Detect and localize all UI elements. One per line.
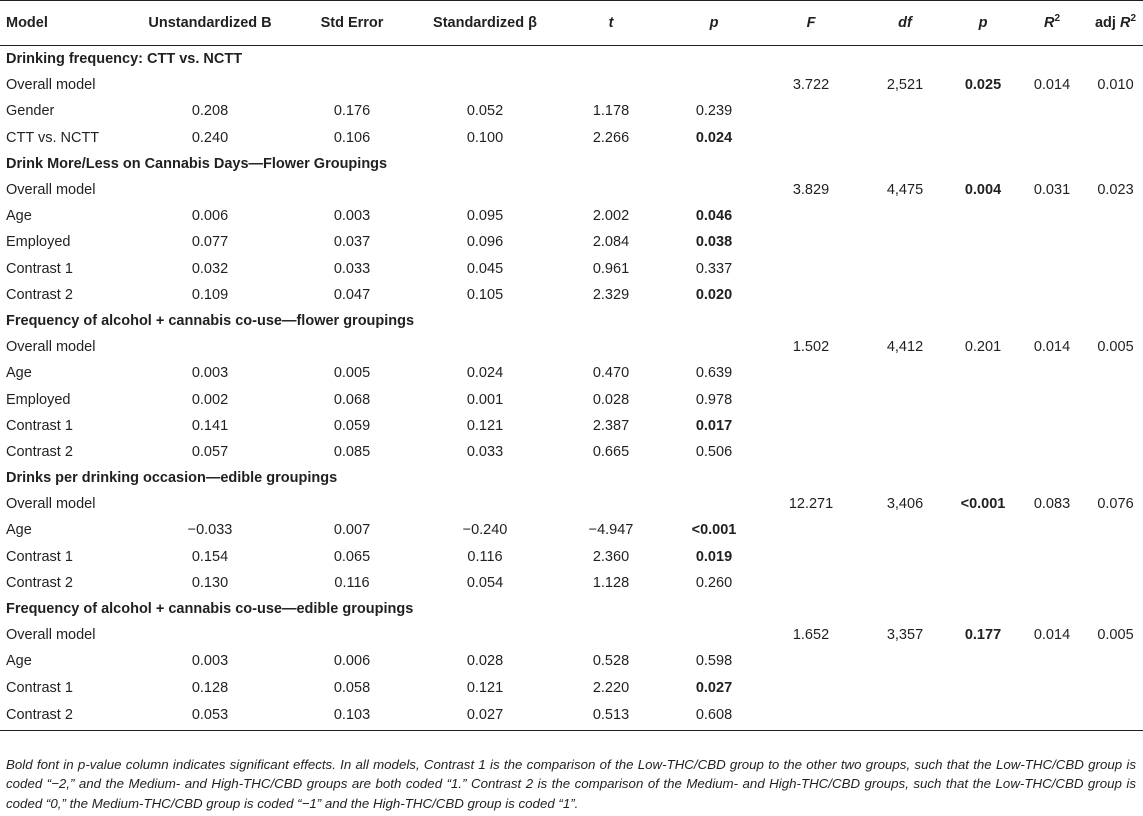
p-value: 0.337 bbox=[695, 260, 733, 277]
empty-cell bbox=[1088, 125, 1143, 151]
empty-cell bbox=[290, 334, 414, 360]
header-t: t bbox=[556, 1, 666, 46]
empty-cell bbox=[1016, 701, 1088, 731]
empty-cell bbox=[130, 622, 290, 648]
table-row bbox=[0, 648, 1143, 674]
t-value: 0.528 bbox=[592, 653, 630, 670]
row-label: Overall model bbox=[6, 496, 96, 513]
section-title: Drinks per drinking occasion—edible groupings bbox=[6, 470, 338, 487]
empty-cell bbox=[666, 491, 762, 517]
table-row bbox=[0, 517, 1143, 543]
t-value: 0.470 bbox=[592, 365, 630, 382]
t-value: 0.028 bbox=[592, 391, 630, 408]
empty-cell bbox=[556, 622, 666, 648]
adj-r2-value: 0.005 bbox=[1097, 627, 1134, 644]
empty-cell bbox=[666, 334, 762, 360]
empty-cell bbox=[860, 360, 950, 386]
unstd-b-value: 0.006 bbox=[191, 208, 229, 225]
model-p-value: 0.177 bbox=[964, 627, 1002, 644]
unstd-b-value: 0.053 bbox=[130, 701, 290, 731]
row-label: Contrast 2 bbox=[6, 443, 73, 460]
unstd-b-value: 0.032 bbox=[191, 260, 229, 277]
p-value: <0.001 bbox=[691, 522, 737, 539]
empty-cell bbox=[1016, 544, 1088, 570]
empty-cell bbox=[762, 439, 860, 465]
df-value: 2,521 bbox=[886, 77, 924, 94]
df-value: 3,357 bbox=[886, 627, 924, 644]
std-error-value: 0.007 bbox=[333, 522, 371, 539]
adj-r2-value: 0.076 bbox=[1097, 496, 1134, 513]
unstd-b-value: 0.154 bbox=[191, 548, 229, 565]
empty-cell bbox=[762, 98, 860, 124]
empty-cell bbox=[762, 675, 860, 701]
empty-cell bbox=[860, 282, 950, 308]
unstd-b-value: 0.141 bbox=[191, 417, 229, 434]
row-label: Contrast 2 bbox=[0, 701, 130, 731]
table-row bbox=[0, 360, 1143, 386]
row-label: Overall model bbox=[6, 627, 96, 644]
p-value: 0.038 bbox=[695, 234, 733, 251]
table-row bbox=[0, 413, 1143, 439]
unstd-b-value: 0.109 bbox=[191, 286, 229, 303]
df-value: 4,475 bbox=[886, 182, 924, 199]
r2-value: 0.014 bbox=[1033, 627, 1071, 644]
empty-cell bbox=[290, 72, 414, 98]
empty-cell bbox=[290, 622, 414, 648]
header-p2: p bbox=[950, 1, 1016, 46]
t-value: 2.084 bbox=[592, 234, 630, 251]
empty-cell bbox=[556, 491, 666, 517]
row-label: Contrast 2 bbox=[6, 574, 73, 591]
empty-cell bbox=[1016, 282, 1088, 308]
empty-cell bbox=[1088, 256, 1143, 282]
empty-cell bbox=[950, 675, 1016, 701]
empty-cell bbox=[860, 648, 950, 674]
header-unstd-b: Unstandardized B bbox=[130, 1, 290, 46]
empty-cell bbox=[762, 282, 860, 308]
std-beta-value: 0.045 bbox=[466, 260, 504, 277]
empty-cell bbox=[1088, 203, 1143, 229]
std-error-value: 0.116 bbox=[334, 574, 370, 591]
empty-cell bbox=[1088, 544, 1143, 570]
std-beta-value: 0.116 bbox=[467, 548, 503, 565]
t-value: 2.360 bbox=[592, 548, 630, 565]
f-value: 1.502 bbox=[792, 339, 830, 356]
empty-cell bbox=[1016, 256, 1088, 282]
std-error-value: 0.106 bbox=[333, 129, 371, 146]
empty-cell bbox=[130, 177, 290, 203]
empty-cell bbox=[414, 177, 556, 203]
empty-cell bbox=[950, 98, 1016, 124]
empty-cell bbox=[860, 675, 950, 701]
section-title: Drink More/Less on Cannabis Days—Flower Groupings bbox=[6, 155, 388, 172]
empty-cell bbox=[950, 125, 1016, 151]
std-beta-value: 0.096 bbox=[466, 234, 504, 251]
row-label: Age bbox=[6, 208, 32, 225]
empty-cell bbox=[950, 413, 1016, 439]
table-row bbox=[0, 570, 1143, 596]
empty-cell bbox=[950, 360, 1016, 386]
overall-model-row bbox=[0, 177, 1143, 203]
empty-cell bbox=[1016, 570, 1088, 596]
empty-cell bbox=[1088, 570, 1143, 596]
empty-cell bbox=[1088, 386, 1143, 412]
row-label: Age bbox=[6, 653, 32, 670]
overall-model-row bbox=[0, 622, 1143, 648]
empty-cell bbox=[556, 334, 666, 360]
adj-r2-value: 0.023 bbox=[1097, 182, 1134, 199]
empty-cell bbox=[414, 72, 556, 98]
unstd-b-value: 0.003 bbox=[191, 365, 229, 382]
df-value: 4,412 bbox=[886, 339, 924, 356]
p-value: 0.017 bbox=[695, 417, 733, 434]
table-row bbox=[0, 544, 1143, 570]
header-std-error: Std Error bbox=[290, 1, 414, 46]
empty-cell bbox=[762, 203, 860, 229]
empty-cell bbox=[950, 544, 1016, 570]
table-row bbox=[0, 125, 1143, 151]
empty-cell bbox=[666, 177, 762, 203]
table-row bbox=[0, 701, 1143, 731]
empty-cell bbox=[860, 229, 950, 255]
p-value: 0.978 bbox=[695, 391, 733, 408]
empty-cell bbox=[950, 648, 1016, 674]
empty-cell bbox=[860, 517, 950, 543]
table-row bbox=[0, 98, 1143, 124]
t-value: 2.220 bbox=[592, 679, 630, 696]
header-r2: $R^2$ bbox=[1016, 1, 1088, 46]
row-label: Overall model bbox=[6, 77, 96, 94]
empty-cell bbox=[1016, 360, 1088, 386]
t-value: 0.961 bbox=[592, 260, 630, 277]
p-value: 0.608 bbox=[666, 701, 762, 731]
table-row bbox=[0, 386, 1143, 412]
empty-cell bbox=[860, 701, 950, 731]
empty-cell bbox=[290, 177, 414, 203]
header-df: df bbox=[860, 1, 950, 46]
empty-cell bbox=[762, 413, 860, 439]
model-p-value: 0.025 bbox=[964, 77, 1002, 94]
p-value: 0.024 bbox=[695, 129, 733, 146]
section-title-row bbox=[0, 308, 1143, 334]
unstd-b-value: 0.208 bbox=[191, 103, 229, 120]
p-value: 0.020 bbox=[695, 286, 733, 303]
empty-cell bbox=[130, 334, 290, 360]
model-p-value: 0.201 bbox=[964, 339, 1002, 356]
row-label: Contrast 1 bbox=[6, 679, 73, 696]
empty-cell bbox=[860, 544, 950, 570]
std-beta-value: 0.033 bbox=[466, 443, 504, 460]
empty-cell bbox=[762, 360, 860, 386]
std-error-value: 0.176 bbox=[333, 103, 371, 120]
unstd-b-value: 0.002 bbox=[191, 391, 229, 408]
empty-cell bbox=[950, 256, 1016, 282]
empty-cell bbox=[556, 177, 666, 203]
f-value: 3.829 bbox=[792, 182, 830, 199]
t-value: 2.387 bbox=[592, 417, 630, 434]
row-label: Age bbox=[6, 522, 32, 539]
unstd-b-value: 0.130 bbox=[191, 574, 229, 591]
empty-cell bbox=[1016, 229, 1088, 255]
std-error-value: 0.103 bbox=[290, 701, 414, 731]
section-title: Frequency of alcohol + cannabis co-use—flower groupings bbox=[6, 312, 415, 329]
section-title-row bbox=[0, 46, 1143, 73]
std-beta-value: 0.054 bbox=[466, 574, 504, 591]
row-label: Contrast 1 bbox=[6, 417, 73, 434]
p-value: 0.239 bbox=[695, 103, 733, 120]
t-value: 2.329 bbox=[592, 286, 630, 303]
empty-cell bbox=[1088, 648, 1143, 674]
section-title-row bbox=[0, 151, 1143, 177]
table-row bbox=[0, 439, 1143, 465]
p-value: 0.046 bbox=[695, 208, 733, 225]
row-label: Employed bbox=[6, 391, 71, 408]
empty-cell bbox=[860, 125, 950, 151]
row-label: Age bbox=[6, 365, 32, 382]
adj-r2-value: 0.005 bbox=[1097, 339, 1134, 356]
empty-cell bbox=[1088, 229, 1143, 255]
header-p: p bbox=[666, 1, 762, 46]
empty-cell bbox=[1088, 439, 1143, 465]
overall-model-row bbox=[0, 334, 1143, 360]
p-value: 0.027 bbox=[695, 679, 733, 696]
empty-cell bbox=[762, 386, 860, 412]
std-beta-value: 0.024 bbox=[466, 365, 504, 382]
empty-cell bbox=[414, 334, 556, 360]
empty-cell bbox=[860, 386, 950, 412]
row-label: CTT vs. NCTT bbox=[6, 129, 100, 146]
p-value: 0.598 bbox=[695, 653, 733, 670]
empty-cell bbox=[1016, 439, 1088, 465]
empty-cell bbox=[950, 701, 1016, 731]
section-title: Frequency of alcohol + cannabis co-use—edible groupings bbox=[6, 601, 414, 618]
empty-cell bbox=[1016, 386, 1088, 412]
empty-cell bbox=[762, 125, 860, 151]
std-beta-value: 0.095 bbox=[466, 208, 504, 225]
model-p-value: <0.001 bbox=[960, 496, 1006, 513]
header-adj-r2: adj $R^2$ bbox=[1088, 1, 1143, 46]
std-error-value: 0.059 bbox=[333, 417, 371, 434]
empty-cell bbox=[1016, 203, 1088, 229]
unstd-b-value: 0.057 bbox=[191, 443, 229, 460]
overall-model-row bbox=[0, 491, 1143, 517]
t-value: −4.947 bbox=[588, 522, 634, 539]
empty-cell bbox=[1016, 517, 1088, 543]
p-value: 0.506 bbox=[695, 443, 733, 460]
row-label: Contrast 1 bbox=[6, 260, 73, 277]
std-error-value: 0.085 bbox=[333, 443, 371, 460]
row-label: Employed bbox=[6, 234, 71, 251]
empty-cell bbox=[762, 570, 860, 596]
section-title: Drinking frequency: CTT vs. NCTT bbox=[6, 51, 243, 68]
std-beta-value: 0.001 bbox=[466, 391, 504, 408]
row-label: Overall model bbox=[6, 339, 96, 356]
empty-cell bbox=[950, 517, 1016, 543]
f-value: 1.652 bbox=[792, 627, 830, 644]
model-p-value: 0.004 bbox=[964, 182, 1002, 199]
empty-cell bbox=[762, 517, 860, 543]
t-value: 1.178 bbox=[592, 103, 630, 120]
r2-value: 0.014 bbox=[1033, 339, 1071, 356]
std-error-value: 0.068 bbox=[333, 391, 371, 408]
table-body bbox=[0, 46, 1143, 731]
std-error-value: 0.033 bbox=[333, 260, 371, 277]
std-error-value: 0.047 bbox=[333, 286, 371, 303]
row-label: Contrast 2 bbox=[6, 286, 73, 303]
empty-cell bbox=[762, 256, 860, 282]
empty-cell bbox=[860, 98, 950, 124]
table-row bbox=[0, 256, 1143, 282]
empty-cell bbox=[860, 570, 950, 596]
empty-cell bbox=[950, 229, 1016, 255]
p-value: 0.639 bbox=[695, 365, 733, 382]
std-beta-value: 0.121 bbox=[466, 417, 504, 434]
empty-cell bbox=[666, 622, 762, 648]
section-title-row bbox=[0, 465, 1143, 491]
empty-cell bbox=[1016, 125, 1088, 151]
empty-cell bbox=[950, 439, 1016, 465]
header-std-beta: Standardized β bbox=[414, 1, 556, 46]
p-value: 0.260 bbox=[695, 574, 733, 591]
header-f: F bbox=[762, 1, 860, 46]
empty-cell bbox=[1016, 413, 1088, 439]
empty-cell bbox=[1016, 675, 1088, 701]
empty-cell bbox=[1088, 701, 1143, 731]
empty-cell bbox=[860, 203, 950, 229]
row-label: Gender bbox=[6, 103, 55, 120]
empty-cell bbox=[1016, 98, 1088, 124]
p-value: 0.019 bbox=[695, 548, 733, 565]
empty-cell bbox=[860, 256, 950, 282]
empty-cell bbox=[414, 622, 556, 648]
empty-cell bbox=[556, 72, 666, 98]
f-value: 3.722 bbox=[792, 77, 830, 94]
empty-cell bbox=[860, 413, 950, 439]
empty-cell bbox=[1088, 517, 1143, 543]
empty-cell bbox=[1088, 360, 1143, 386]
df-value: 3,406 bbox=[886, 496, 924, 513]
std-beta-value: 0.121 bbox=[466, 679, 504, 696]
std-beta-value: 0.105 bbox=[466, 286, 504, 303]
table-row bbox=[0, 675, 1143, 701]
adj-r2-value: 0.010 bbox=[1097, 77, 1134, 94]
empty-cell bbox=[1088, 282, 1143, 308]
unstd-b-value: 0.003 bbox=[191, 653, 229, 670]
empty-cell bbox=[950, 282, 1016, 308]
std-beta-value: 0.028 bbox=[466, 653, 504, 670]
empty-cell bbox=[762, 229, 860, 255]
empty-cell bbox=[762, 648, 860, 674]
empty-cell bbox=[950, 386, 1016, 412]
t-value: 2.266 bbox=[592, 129, 630, 146]
std-beta-value: 0.052 bbox=[466, 103, 504, 120]
unstd-b-value: 0.240 bbox=[191, 129, 229, 146]
empty-cell bbox=[290, 491, 414, 517]
std-error-value: 0.006 bbox=[333, 653, 371, 670]
header-row bbox=[0, 1, 1143, 46]
empty-cell bbox=[130, 72, 290, 98]
table-row bbox=[0, 282, 1143, 308]
table-row bbox=[0, 203, 1143, 229]
t-value: 0.665 bbox=[592, 443, 630, 460]
empty-cell bbox=[1088, 98, 1143, 124]
empty-cell bbox=[414, 491, 556, 517]
empty-cell bbox=[950, 203, 1016, 229]
table-footnote: Bold font in p-value column indicates significant effects. In all models, Contrast 1 is the comparison of the Low-THC/CBD group to the other two groups, such that the Low-THC/CBD group is coded “−2,” and the Medium- and High-THC/CBD groups are both coded “1.” Contrast 2 is the comparison of the Medium- and High-THC/CBD groups, such that the Low-THC/CBD group is coded “0,” the Medium-THC/CBD group is coded “−1” and the High-THC/CBD group is coded “1”. bbox=[6, 757, 1136, 811]
std-error-value: 0.005 bbox=[333, 365, 371, 382]
unstd-b-value: 0.128 bbox=[191, 679, 229, 696]
empty-cell bbox=[1088, 675, 1143, 701]
r2-value: 0.031 bbox=[1033, 182, 1071, 199]
empty-cell bbox=[130, 491, 290, 517]
std-beta-value: −0.240 bbox=[462, 522, 508, 539]
std-error-value: 0.003 bbox=[333, 208, 371, 225]
t-value: 1.128 bbox=[592, 574, 630, 591]
r2-value: 0.083 bbox=[1033, 496, 1071, 513]
std-error-value: 0.058 bbox=[333, 679, 371, 696]
row-label: Contrast 1 bbox=[6, 548, 73, 565]
empty-cell bbox=[762, 701, 860, 731]
t-value: 0.513 bbox=[556, 701, 666, 731]
std-error-value: 0.065 bbox=[333, 548, 371, 565]
empty-cell bbox=[666, 72, 762, 98]
empty-cell bbox=[860, 439, 950, 465]
unstd-b-value: 0.077 bbox=[191, 234, 229, 251]
empty-cell bbox=[1088, 413, 1143, 439]
unstd-b-value: −0.033 bbox=[187, 522, 233, 539]
header-model: Model bbox=[0, 1, 130, 46]
section-title-row bbox=[0, 596, 1143, 622]
empty-cell bbox=[1016, 648, 1088, 674]
f-value: 12.271 bbox=[788, 496, 834, 513]
empty-cell bbox=[950, 570, 1016, 596]
empty-cell bbox=[762, 544, 860, 570]
std-error-value: 0.037 bbox=[333, 234, 371, 251]
overall-model-row bbox=[0, 72, 1143, 98]
r2-value: 0.014 bbox=[1033, 77, 1071, 94]
std-beta-value: 0.027 bbox=[414, 701, 556, 731]
t-value: 2.002 bbox=[592, 208, 630, 225]
row-label: Overall model bbox=[6, 182, 96, 199]
table-row bbox=[0, 229, 1143, 255]
std-beta-value: 0.100 bbox=[466, 129, 504, 146]
